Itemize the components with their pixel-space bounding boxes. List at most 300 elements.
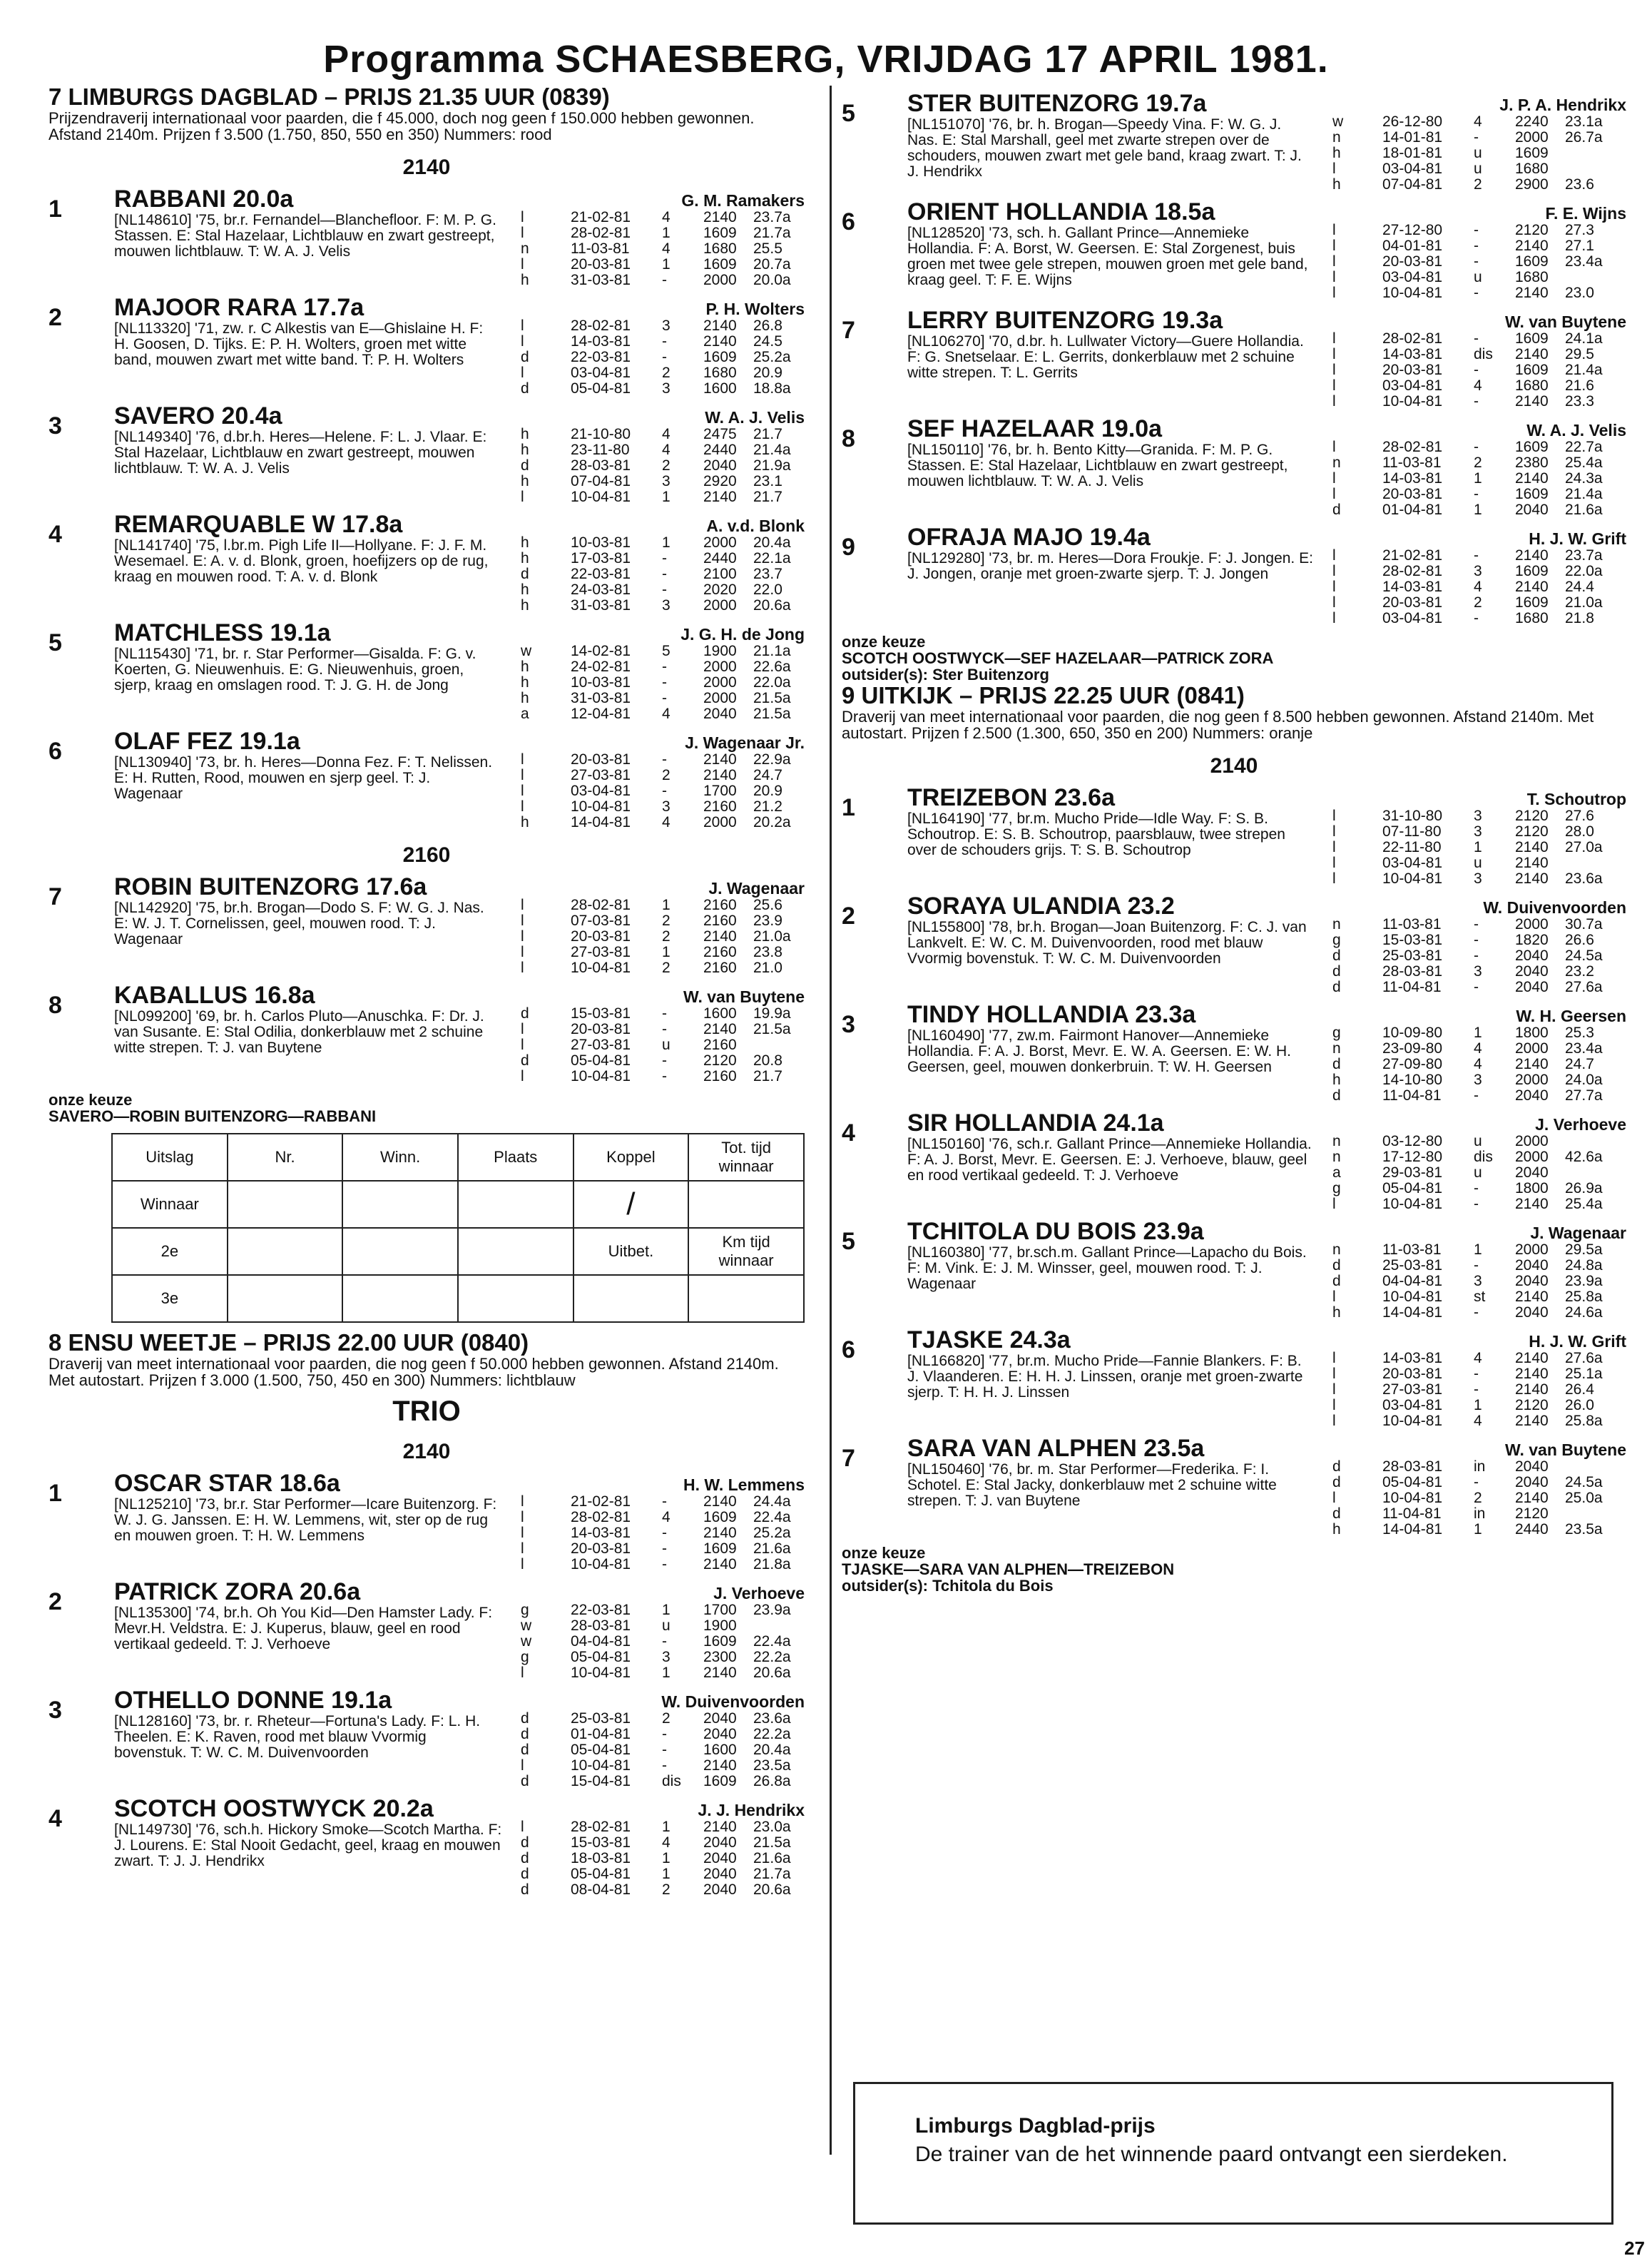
- form-cell: 20-03-81: [1382, 594, 1443, 611]
- form-row: [521, 783, 805, 799]
- horse-number: 1: [49, 195, 62, 223]
- form-cell: w: [521, 1633, 532, 1650]
- form-cell: l: [521, 798, 524, 815]
- form-cell: 4: [662, 426, 671, 442]
- form-cell: l: [1332, 330, 1336, 347]
- horse-entry: [842, 1109, 1626, 1212]
- form-cell: -: [662, 1052, 667, 1069]
- form-cell: 27-09-80: [1382, 1056, 1443, 1072]
- horse-description: [NL150460] '76, br. m. Star Performer—Frederika. F: I. Schotel. E: Stal Jacky, donkerblauw met 2 schuine witte strepen. T: J. van Buytene: [907, 1461, 1277, 1509]
- horse-number: 8: [49, 992, 62, 1019]
- form-table: [521, 898, 805, 976]
- form-cell: 2000: [1515, 916, 1549, 933]
- form-cell: -: [662, 333, 667, 350]
- horse-header: [114, 1578, 805, 1605]
- form-cell: u: [662, 1037, 671, 1053]
- form-row: [521, 1758, 805, 1774]
- form-cell: 10-04-81: [571, 1757, 631, 1774]
- form-row: [1332, 1522, 1616, 1538]
- form-cell: l: [1332, 393, 1336, 410]
- form-cell: 07-04-81: [571, 473, 631, 489]
- form-cell: l: [521, 1068, 524, 1084]
- form-cell: 23.2: [1565, 963, 1594, 980]
- form-row: [1332, 1196, 1616, 1212]
- form-cell: 20-03-81: [1382, 362, 1443, 378]
- form-row: [1332, 1351, 1616, 1366]
- form-cell: 21.4a: [1565, 362, 1603, 378]
- form-cell: 1609: [703, 1633, 737, 1650]
- form-cell: -: [1474, 393, 1479, 410]
- form-cell: 2120: [1515, 823, 1549, 840]
- distance-heading: 2140: [402, 156, 451, 179]
- horse-body: [907, 1241, 1626, 1321]
- form-row: [521, 1835, 805, 1851]
- horse-body: [907, 222, 1626, 301]
- form-row: [521, 752, 805, 768]
- form-cell: 2040: [1515, 979, 1549, 995]
- horse-entry: [49, 619, 805, 722]
- form-cell: 1: [662, 1665, 671, 1681]
- horse-header: [114, 873, 805, 900]
- form-cell: 22.0: [753, 581, 782, 598]
- form-cell: 2000: [703, 690, 737, 706]
- form-cell: 2000: [703, 597, 737, 614]
- form-cell: 2040: [1515, 1304, 1549, 1321]
- form-cell: l: [1332, 285, 1336, 301]
- form-row: [1332, 177, 1616, 193]
- form-cell: 21-10-80: [571, 426, 631, 442]
- form-cell: 03-04-81: [1382, 161, 1443, 177]
- form-row: [521, 566, 805, 582]
- form-row: [1332, 611, 1616, 626]
- form-cell: 23.7a: [753, 209, 791, 225]
- form-cell: n: [1332, 1040, 1341, 1057]
- form-cell: 26.7a: [1565, 129, 1603, 146]
- form-cell: 14-04-81: [571, 814, 631, 830]
- form-cell: -: [1474, 222, 1479, 238]
- form-cell: 23.7a: [1565, 547, 1603, 564]
- form-cell: l: [521, 1037, 524, 1053]
- form-cell: 11-04-81: [1382, 979, 1442, 995]
- form-cell: d: [1332, 1087, 1341, 1104]
- form-cell: 25.8a: [1565, 1413, 1603, 1429]
- form-cell: 26-12-80: [1382, 113, 1443, 130]
- form-cell: 1900: [703, 643, 737, 659]
- form-row: [1332, 270, 1616, 285]
- form-cell: -: [1474, 238, 1479, 254]
- horse-number: 2: [49, 304, 62, 331]
- form-cell: 05-04-81: [571, 1866, 631, 1882]
- form-cell: 22.0a: [1565, 563, 1603, 579]
- race-title: 8 ENSU WEETJE – PRIJS 22.00 UUR (0840): [49, 1329, 529, 1356]
- form-cell: 21.0a: [753, 928, 791, 945]
- form-cell: h: [521, 690, 529, 706]
- form-cell: 2040: [1515, 1087, 1549, 1104]
- outsider: outsider(s): Ster Buitenzorg: [842, 666, 1049, 684]
- form-row: [1332, 1398, 1616, 1413]
- form-cell: [753, 1618, 805, 1634]
- form-cell: l: [1332, 808, 1336, 824]
- form-cell: 21.7a: [753, 225, 791, 241]
- form-cell: 28-02-81: [1382, 330, 1443, 347]
- form-row: [521, 210, 805, 225]
- form-cell: 2: [662, 960, 671, 976]
- form-table: [1332, 1025, 1616, 1104]
- form-cell: 20.6a: [753, 1881, 791, 1898]
- form-cell: 1680: [703, 365, 737, 381]
- form-cell: h: [521, 442, 529, 458]
- horse-number: 6: [49, 738, 62, 765]
- form-cell: 2040: [703, 1726, 737, 1742]
- horse-entry: [49, 511, 805, 614]
- horse-name: ROBIN BUITENZORG 17.6a: [114, 873, 427, 900]
- form-cell: 22.6a: [753, 659, 791, 675]
- form-cell: 25.5: [753, 240, 782, 257]
- horse-name: RABBANI 20.0a: [114, 186, 294, 213]
- horse-entry: [842, 1326, 1626, 1429]
- form-cell: 1: [662, 1819, 671, 1835]
- form-cell: 2160: [703, 944, 737, 960]
- form-cell: 28-02-81: [571, 1509, 631, 1525]
- form-cell: 22.0a: [753, 674, 791, 691]
- horse-entry: [49, 1795, 805, 1898]
- form-cell: 2040: [1515, 963, 1549, 980]
- horse-entry: [842, 307, 1626, 410]
- horse-number: 7: [842, 1445, 855, 1472]
- form-cell: l: [1332, 470, 1336, 487]
- form-cell: 21.5a: [753, 690, 791, 706]
- form-cell: 1680: [1515, 377, 1549, 394]
- horse-body: [114, 426, 805, 505]
- form-row: [521, 898, 805, 913]
- form-cell: 21.7: [753, 489, 782, 505]
- form-cell: in: [1474, 1505, 1486, 1522]
- form-cell: 24-02-81: [571, 659, 631, 675]
- form-cell: l: [521, 1540, 524, 1557]
- form-cell: [753, 1037, 805, 1053]
- form-cell: 1609: [703, 1540, 737, 1557]
- form-cell: h: [521, 473, 529, 489]
- horse-trainer: J. Verhoeve: [713, 1584, 805, 1602]
- form-cell: 24.5a: [1565, 947, 1603, 964]
- form-row: [1332, 1242, 1616, 1258]
- form-row: [1332, 378, 1616, 394]
- result-cell: [228, 1275, 343, 1322]
- horse-body: [907, 113, 1626, 193]
- form-cell: h: [1332, 1072, 1341, 1088]
- result-row-label: Winnaar: [112, 1181, 228, 1228]
- horse-number: 5: [842, 1228, 855, 1255]
- horse-number: 4: [842, 1119, 855, 1147]
- form-cell: d: [521, 566, 529, 582]
- horse-trainer: H. W. Lemmens: [683, 1475, 805, 1494]
- form-cell: 23.0: [1565, 285, 1594, 301]
- form-cell: l: [521, 1493, 524, 1510]
- form-cell: 03-04-81: [1382, 855, 1443, 871]
- form-cell: 21.8: [1565, 610, 1594, 626]
- form-cell: 1609: [703, 1773, 737, 1789]
- form-cell: 20-03-81: [571, 1021, 631, 1037]
- form-row: [1332, 1258, 1616, 1274]
- form-cell: 23.5a: [1565, 1521, 1603, 1538]
- form-row: [521, 365, 805, 381]
- form-cell: g: [521, 1602, 529, 1618]
- form-cell: d: [1332, 1458, 1341, 1475]
- form-cell: u: [1474, 161, 1482, 177]
- form-cell: 10-04-81: [1382, 1289, 1443, 1305]
- form-cell: d: [1332, 947, 1341, 964]
- result-table: [111, 1133, 805, 1323]
- form-cell: d: [521, 1742, 529, 1758]
- form-cell: -: [662, 690, 667, 706]
- form-cell: 1680: [703, 240, 737, 257]
- form-cell: 2160: [703, 798, 737, 815]
- form-cell: 22-03-81: [571, 349, 631, 365]
- form-cell: 25-03-81: [571, 1710, 631, 1727]
- form-cell: 20-03-81: [1382, 486, 1443, 502]
- form-cell: 23.1a: [1565, 113, 1603, 130]
- form-cell: 2440: [703, 550, 737, 566]
- form-table: [521, 1006, 805, 1084]
- horse-description: [NL106270] '70, d.br. h. Lullwater Victory—Guere Hollandia. F: G. Snetselaar. E: L. Gerrits, donkerblauw met 2 schuine witte strepen. T: L. Gerrits: [907, 333, 1304, 381]
- form-cell: 10-04-81: [571, 1068, 631, 1084]
- form-cell: 1609: [1515, 330, 1549, 347]
- form-cell: 10-04-81: [571, 960, 631, 976]
- horse-trainer: G. M. Ramakers: [681, 191, 805, 210]
- form-cell: 2120: [1515, 222, 1549, 238]
- form-cell: dis: [1474, 346, 1493, 362]
- form-cell: l: [521, 913, 524, 929]
- form-cell: 20.4a: [753, 1742, 791, 1758]
- form-cell: l: [521, 1556, 524, 1572]
- horse-name: KABALLUS 16.8a: [114, 982, 315, 1009]
- form-cell: 04-04-81: [571, 1633, 631, 1650]
- form-cell: 2020: [703, 581, 737, 598]
- form-cell: 23.7: [753, 566, 782, 582]
- form-cell: 2040: [703, 1850, 737, 1866]
- form-cell: 4: [662, 706, 671, 722]
- form-cell: a: [521, 706, 529, 722]
- horse-name: OTHELLO DONNE 19.1a: [114, 1687, 392, 1714]
- form-cell: g: [1332, 932, 1341, 948]
- form-cell: h: [521, 550, 529, 566]
- form-row: [1332, 161, 1616, 177]
- form-cell: 21.6a: [753, 1540, 791, 1557]
- form-cell: d: [1332, 1505, 1341, 1522]
- result-header: Winn.: [342, 1134, 458, 1181]
- form-cell: -: [1474, 1196, 1479, 1212]
- form-table: [1332, 917, 1616, 995]
- form-cell: 2000: [1515, 1040, 1549, 1057]
- form-cell: 1609: [703, 256, 737, 273]
- payout-label: Uitbet.: [573, 1228, 689, 1275]
- horse-number: 1: [49, 1480, 62, 1507]
- form-cell: l: [521, 365, 524, 381]
- form-row: [1332, 1366, 1616, 1382]
- form-cell: 2140: [703, 1757, 737, 1774]
- form-cell: 23.5a: [753, 1757, 791, 1774]
- horse-name: OSCAR STAR 18.6a: [114, 1470, 340, 1497]
- form-cell: d: [521, 1881, 529, 1898]
- form-cell: 2900: [1515, 176, 1549, 193]
- horse-trainer: W. A. J. Velis: [1526, 421, 1626, 440]
- horse-body: [907, 1025, 1626, 1104]
- form-table: [1332, 223, 1616, 301]
- form-cell: 21-02-81: [1382, 547, 1443, 564]
- form-cell: 3: [1474, 823, 1482, 840]
- form-cell: 03-04-81: [571, 365, 631, 381]
- form-cell: 1609: [1515, 253, 1549, 270]
- form-cell: d: [521, 1834, 529, 1851]
- horse-trainer: H. J. W. Grift: [1529, 529, 1626, 548]
- form-cell: 25.0a: [1565, 1490, 1603, 1506]
- form-cell: 23.4a: [1565, 253, 1603, 270]
- form-cell: 11-04-81: [1382, 1505, 1442, 1522]
- form-cell: n: [1332, 1133, 1341, 1149]
- form-row: [1332, 285, 1616, 301]
- horse-name: REMARQUABLE W 17.8a: [114, 511, 403, 538]
- form-cell: u: [1474, 1164, 1482, 1181]
- result-row-label: 2e: [112, 1228, 228, 1275]
- form-cell: 2140: [703, 317, 737, 334]
- form-cell: l: [521, 767, 524, 783]
- form-cell: 05-04-81: [571, 1742, 631, 1758]
- form-cell: 28-02-81: [1382, 563, 1443, 579]
- form-cell: d: [521, 1052, 529, 1069]
- form-cell: 2040: [1515, 1164, 1549, 1181]
- form-row: [521, 1037, 805, 1053]
- form-cell: 05-04-81: [571, 1649, 631, 1665]
- form-cell: 2040: [703, 706, 737, 722]
- form-cell: [1565, 855, 1616, 871]
- form-cell: 2140: [1515, 1196, 1549, 1212]
- form-cell: 03-12-80: [1382, 1133, 1443, 1149]
- form-cell: d: [521, 457, 529, 474]
- form-cell: 22.4a: [753, 1633, 791, 1650]
- outsider: outsider(s): Tchitola du Bois: [842, 1577, 1054, 1595]
- form-cell: 2120: [1515, 1397, 1549, 1413]
- form-row: [1332, 146, 1616, 161]
- form-cell: 14-02-81: [571, 643, 631, 659]
- form-row: [1332, 548, 1616, 564]
- form-cell: 14-03-81: [1382, 1350, 1443, 1366]
- form-cell: 4: [1474, 1056, 1482, 1072]
- horse-trainer: J. Wagenaar Jr.: [685, 733, 805, 752]
- form-table: [1332, 808, 1616, 887]
- form-row: [521, 427, 805, 442]
- form-cell: 20.9: [753, 783, 782, 799]
- horse-description: [NL150160] '76, sch.r. Gallant Prince—Annemieke Hollandia. F: A. J. Borst, Mevr. E. Geersen. E: J. Verhoeve, blauw, geel en rood vertikaal gedeeld. T: J. Verhoeve: [907, 1136, 1312, 1184]
- horse-number: 5: [49, 629, 62, 656]
- form-cell: 2440: [1515, 1521, 1549, 1538]
- form-cell: 20-03-81: [571, 256, 631, 273]
- form-cell: 22-03-81: [571, 566, 631, 582]
- form-cell: h: [1332, 145, 1341, 161]
- form-cell: [1565, 1506, 1616, 1522]
- horse-description: [NL135300] '74, br.h. Oh You Kid—Den Hamster Lady. F: Mevr.H. Veldstra. E: J. Kuperus, blauw, geel en rood vertikaal gedeeld. T: J. Verhoeve: [114, 1605, 493, 1652]
- form-cell: 1609: [1515, 486, 1549, 502]
- horse-name: TREIZEBON 23.6a: [907, 784, 1115, 811]
- form-row: [1332, 855, 1616, 871]
- form-row: [521, 706, 805, 722]
- form-cell: 21.0a: [1565, 594, 1603, 611]
- form-cell: 2160: [703, 913, 737, 929]
- form-cell: 23.9: [753, 913, 782, 929]
- horse-name: OFRAJA MAJO 19.4a: [907, 524, 1151, 551]
- form-cell: dis: [662, 1773, 681, 1789]
- form-cell: 27.3: [1565, 222, 1594, 238]
- form-cell: l: [521, 1665, 524, 1681]
- form-row: [521, 1866, 805, 1882]
- form-cell: 2120: [1515, 1505, 1549, 1522]
- horse-entry: [49, 873, 805, 976]
- horse-name: ORIENT HOLLANDIA 18.5a: [907, 198, 1215, 225]
- form-cell: 2040: [1515, 1474, 1549, 1490]
- form-cell: -: [1474, 547, 1479, 564]
- form-cell: 10-04-81: [1382, 1413, 1443, 1429]
- form-row: [521, 1727, 805, 1742]
- form-cell: 22.4a: [753, 1509, 791, 1525]
- horse-trainer: W. A. J. Velis: [705, 408, 805, 427]
- form-row: [1332, 917, 1616, 933]
- form-cell: 4: [1474, 1350, 1482, 1366]
- form-cell: l: [521, 209, 524, 225]
- form-cell: 26.4: [1565, 1381, 1594, 1398]
- form-cell: 22-11-80: [1382, 839, 1442, 855]
- form-cell: l: [1332, 1289, 1336, 1305]
- form-row: [521, 1557, 805, 1572]
- form-cell: 1900: [703, 1617, 737, 1634]
- horse-body: [907, 1458, 1626, 1538]
- form-row: [1332, 1506, 1616, 1522]
- horse-header: [114, 511, 805, 538]
- form-cell: 2000: [1515, 1149, 1549, 1165]
- form-cell: 2140: [1515, 1381, 1549, 1398]
- form-row: [1332, 1289, 1616, 1305]
- form-cell: 15-03-81: [571, 1005, 631, 1022]
- form-cell: 2140: [1515, 1413, 1549, 1429]
- form-cell: 15-03-81: [571, 1834, 631, 1851]
- form-cell: 2140: [1515, 285, 1549, 301]
- form-cell: 1609: [703, 1509, 737, 1525]
- form-row: [521, 1618, 805, 1634]
- our-choice-horses: SAVERO—ROBIN BUITENZORG—RABBANI: [49, 1107, 377, 1125]
- form-cell: 01-04-81: [571, 1726, 631, 1742]
- horse-number: 6: [842, 208, 855, 235]
- form-cell: 2040: [1515, 1257, 1549, 1274]
- page-title: Programma SCHAESBERG, VRIJDAG 17 APRIL 1981.: [323, 38, 1329, 81]
- form-table: [521, 535, 805, 614]
- form-cell: 3: [662, 317, 671, 334]
- result-header: Nr.: [228, 1134, 343, 1181]
- form-cell: 3: [1474, 963, 1482, 980]
- form-cell: 25-03-81: [1382, 947, 1443, 964]
- form-cell: 11-03-81: [1382, 454, 1442, 471]
- form-cell: 2000: [1515, 1241, 1549, 1258]
- form-cell: 2100: [703, 566, 737, 582]
- result-cell: [342, 1181, 458, 1228]
- form-cell: l: [521, 1819, 524, 1835]
- form-cell: 2: [662, 457, 671, 474]
- form-cell: 14-03-81: [1382, 346, 1443, 362]
- form-cell: 21.8a: [753, 1556, 791, 1572]
- race-title: 7 LIMBURGS DAGBLAD – PRIJS 21.35 UUR (0839): [49, 83, 610, 110]
- form-cell: 2160: [703, 1068, 737, 1084]
- form-cell: 24.7: [753, 767, 782, 783]
- form-cell: 21.7: [753, 1068, 782, 1084]
- form-cell: 04-04-81: [1382, 1273, 1443, 1289]
- form-cell: 5: [662, 643, 671, 659]
